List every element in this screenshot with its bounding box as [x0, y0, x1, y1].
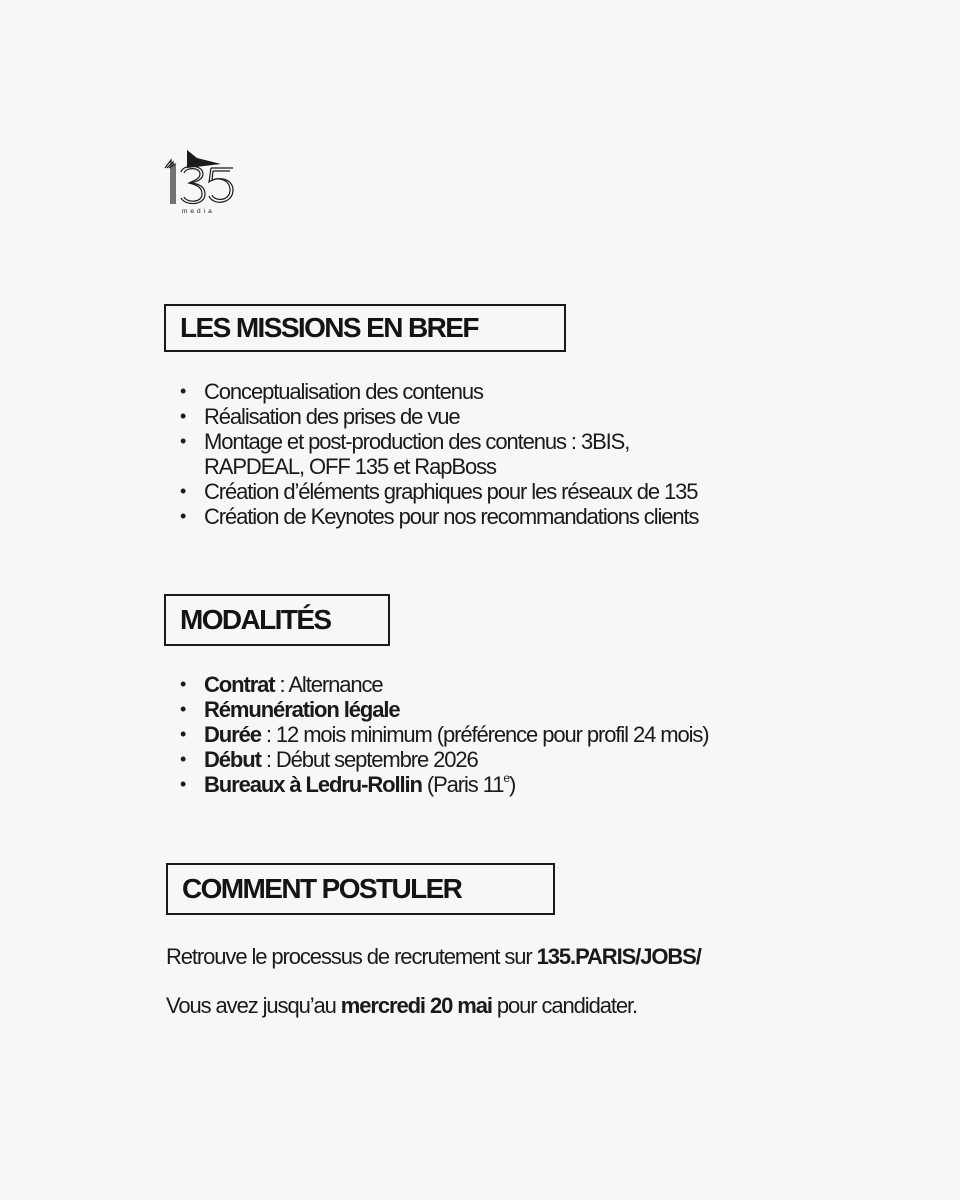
list-item: • Rémunération légale	[180, 697, 400, 722]
bullet-icon: •	[180, 381, 186, 401]
deadline-text: Vous avez jusqu’au mercredi 20 mai pour candidater.	[166, 993, 638, 1018]
bullet-icon: •	[180, 699, 186, 719]
list-item: • Réalisation des prises de vue	[180, 404, 460, 429]
list-item: • Contrat : Alternance	[180, 672, 383, 697]
bullet-icon: •	[180, 431, 186, 451]
list-item: • Bureaux à Ledru-Rollin (Paris 11e)	[180, 770, 516, 797]
bullet-icon: •	[180, 406, 186, 426]
section-title-postuler: COMMENT POSTULER	[166, 863, 555, 915]
list-item: • Début : Début septembre 2026	[180, 747, 478, 772]
missions-list	[166, 379, 846, 529]
svg-text:media: media	[182, 208, 215, 215]
section-title-missions: LES MISSIONS EN BREF	[164, 304, 566, 352]
bullet-icon: •	[180, 724, 186, 744]
bullet-icon: •	[180, 674, 186, 694]
list-item: • Conceptualisation des contenus	[180, 379, 483, 404]
bullet-icon: •	[180, 506, 186, 526]
bullet-icon: •	[180, 749, 186, 769]
jobs-link[interactable]: 135.PARIS/JOBS/	[536, 944, 701, 969]
modalites-list	[166, 672, 846, 797]
logo-graphic	[163, 150, 243, 216]
list-item: • Création d’éléments graphiques pour les réseaux de 135	[180, 479, 698, 504]
bullet-icon: •	[180, 774, 186, 794]
list-item: • Création de Keynotes pour nos recommandations clients	[180, 504, 699, 529]
list-item: • Montage et post-production des contenus : 3BIS, RAPDEAL, OFF 135 et RapBoss	[180, 429, 630, 479]
apply-instructions: Retrouve le processus de recrutement sur 135.PARIS/JOBS/	[166, 944, 701, 969]
section-title-modalites: MODALITÉS	[164, 594, 390, 646]
list-item: • Durée : 12 mois minimum (préférence pour profil 24 mois)	[180, 722, 709, 747]
logo-135-media	[163, 150, 243, 216]
bullet-icon: •	[180, 481, 186, 501]
